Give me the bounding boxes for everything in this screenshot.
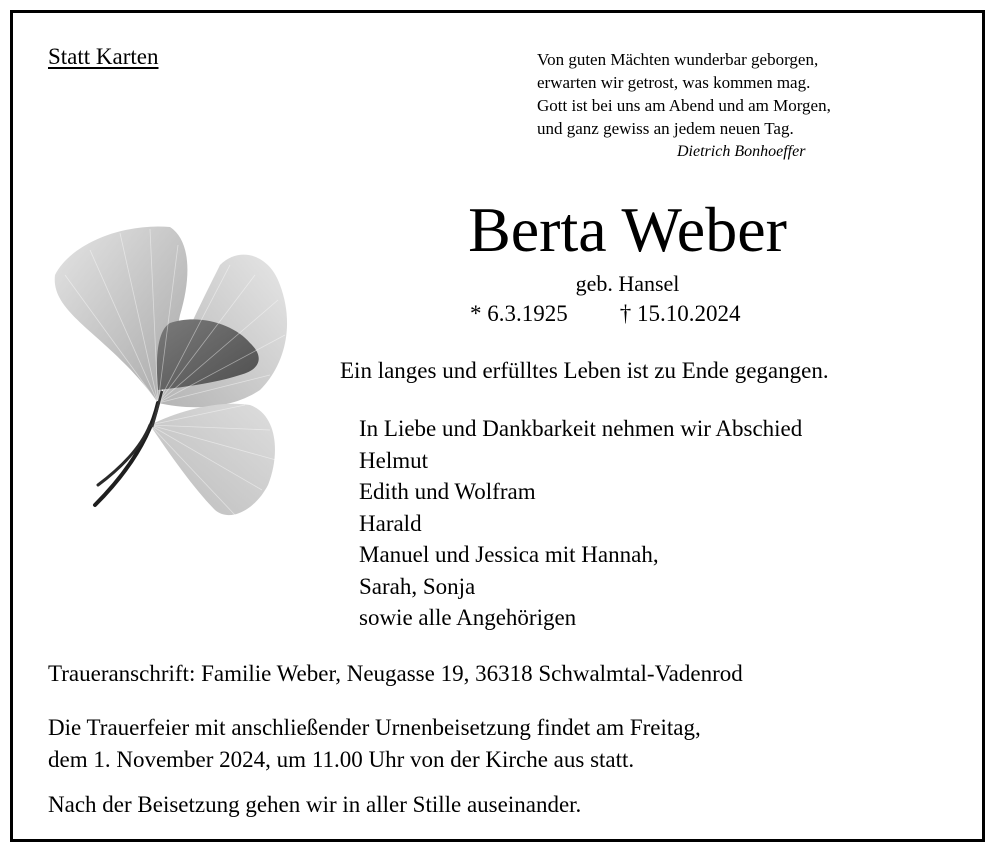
motto-line: Ein langes und erfülltes Leben ist zu Ende gegangen. [340, 358, 829, 383]
poem-line: Gott ist bei uns am Abend und am Morgen, [537, 96, 831, 115]
poem-line: und ganz gewiss an jedem neuen Tag. [537, 119, 794, 138]
mourner-line: sowie alle Angehörigen [359, 605, 577, 630]
poem-line: erwarten wir getrost, was kommen mag. [537, 73, 811, 92]
mourning-address: Traueranschrift: Familie Weber, Neugasse 19, 36318 Schwalmtal-Vadenrod [48, 661, 743, 686]
statt-karten-label: Statt Karten [48, 44, 159, 69]
deceased-name: Berta Weber [468, 194, 787, 265]
poem-author: Dietrich Bonhoeffer [677, 143, 806, 160]
poem-block [537, 48, 937, 163]
closing-line: Nach der Beisetzung gehen wir in aller Stille auseinander. [48, 792, 582, 817]
birth-date: * 6.3.1925 [470, 301, 568, 326]
mourner-line: Sarah, Sonja [359, 573, 476, 599]
maiden-name: geb. Hansel [575, 271, 680, 296]
ceremony-line: dem 1. November 2024, um 11.00 Uhr von der Kirche aus statt. [48, 747, 635, 772]
mourner-line: Helmut [359, 447, 428, 473]
ginkgo-leaves-icon [40, 205, 305, 525]
mourner-line: Edith und Wolfram [359, 479, 536, 504]
ceremony-line: Die Trauerfeier mit anschließender Urnenbeisetzung findet am Freitag, [48, 715, 701, 740]
life-dates [470, 299, 741, 329]
mourner-line: Manuel und Jessica mit Hannah, [359, 542, 659, 567]
death-date: † 15.10.2024 [619, 301, 741, 326]
mourner-line: Harald [359, 510, 422, 536]
mourner-line: In Liebe und Dankbarkeit nehmen wir Abschied [359, 416, 803, 441]
poem-line: Von guten Mächten wunderbar geborgen, [537, 50, 819, 69]
ceremony-info [48, 712, 701, 776]
mourners-list [359, 413, 802, 634]
